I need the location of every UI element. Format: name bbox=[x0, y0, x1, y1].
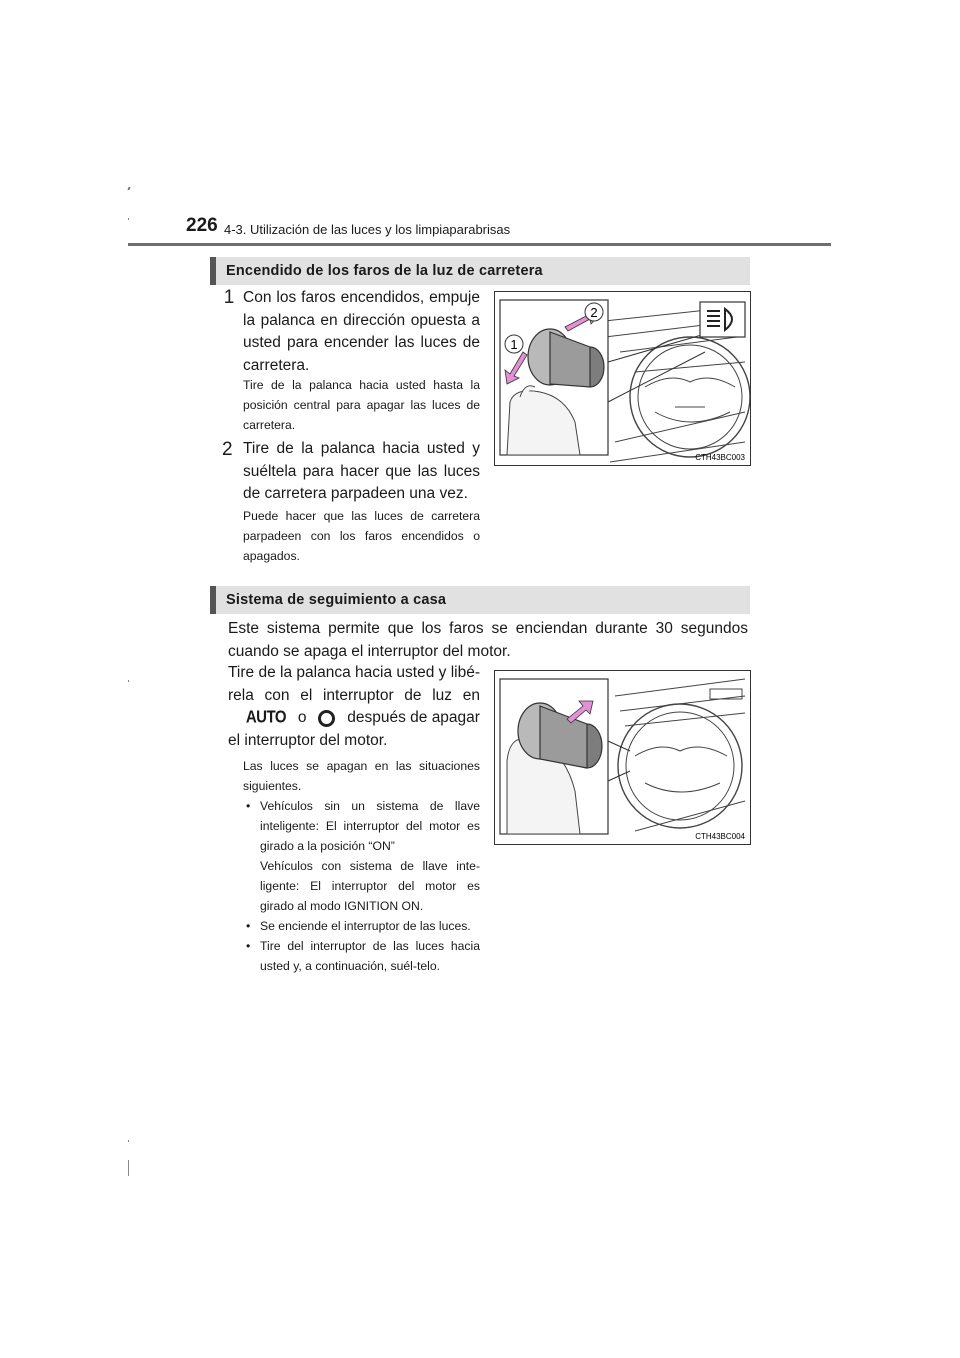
list-item: • Tire del interruptor de las luces hacia usted y, a continuación, suél-telo. bbox=[246, 939, 480, 973]
figure-high-beam-lever bbox=[494, 291, 751, 466]
margin-mark-top bbox=[127, 187, 130, 190]
auto-icon: AUTO bbox=[245, 708, 287, 728]
section-title-follow-me-home: Sistema de seguimiento a casa bbox=[210, 586, 750, 614]
figure-1-code: CTH43BC003 bbox=[695, 453, 745, 462]
instruction-after-text: después de apagar bbox=[347, 709, 480, 727]
margin-tick-1 bbox=[128, 218, 129, 220]
step-1-number: 1 bbox=[223, 287, 235, 308]
section-2-note: Las luces se apagan en las situaciones siguientes. bbox=[243, 759, 480, 793]
section-title-high-beam: Encendido de los faros de la luz de carretera bbox=[210, 257, 750, 285]
header-rule bbox=[128, 243, 831, 246]
step-2-text: Tire de la palanca hacia usted y suéltela para hacer que las luces de carretera parpadeen una vez. bbox=[243, 440, 480, 503]
margin-tick-3 bbox=[128, 1140, 129, 1142]
headlight-on-icon bbox=[318, 710, 335, 727]
connector-text: o bbox=[297, 709, 307, 727]
figure-2-code: CTH43BC004 bbox=[695, 832, 745, 841]
margin-bar-bottom bbox=[128, 1160, 129, 1176]
step-1-marker bbox=[222, 288, 236, 306]
section-2-intro: Este sistema permite que los faros se enciendan durante 30 segundos cuando se apaga el interruptor del motor. bbox=[228, 620, 748, 660]
list-item: • Vehículos sin un sistema de llave inteligente: El interruptor del motor es girado a la posición “ON” Vehículos con sistema de llave inte-ligente: El interruptor del motor es girado al modo IGNITION ON. bbox=[246, 799, 480, 913]
breadcrumb: 4-3. Utilización de las luces y los limpiaparabrisas bbox=[224, 222, 511, 237]
step-1-note: Tire de la palanca hacia usted hasta la posición central para apagar las luces de carretera. bbox=[243, 378, 480, 432]
figure-follow-me-home-lever bbox=[494, 670, 751, 845]
page-number: 226 bbox=[186, 215, 218, 236]
instruction-line-1: Tire de la palanca hacia usted y libé- bbox=[228, 664, 480, 681]
watermark-logo bbox=[570, 1310, 840, 1344]
step-1-text: Con los faros encendidos, empuje la palanca en dirección opuesta a usted para encender las luces de carretera. bbox=[243, 289, 480, 375]
callout-2: 2 bbox=[590, 305, 598, 320]
instruction-line-2: rela con el interruptor de luz en bbox=[228, 686, 480, 704]
instruction-line-4: el interruptor del motor. bbox=[228, 732, 388, 750]
lever-illustration bbox=[495, 292, 750, 465]
section-2-instruction bbox=[228, 662, 480, 753]
list-item: • Se enciende el interruptor de las luces. bbox=[246, 919, 471, 933]
conditions-list bbox=[243, 796, 480, 976]
step-2-number: 2 bbox=[222, 439, 233, 460]
step-2-marker bbox=[222, 440, 233, 459]
site-watermark bbox=[570, 1310, 840, 1351]
instruction-line-3 bbox=[228, 707, 480, 730]
step-2-note: Puede hacer que las luces de carretera parpadeen con los faros encendidos o apagados. bbox=[243, 509, 480, 563]
lever-pull-illustration bbox=[495, 671, 750, 844]
callout-1: 1 bbox=[510, 337, 518, 352]
margin-tick-2 bbox=[128, 680, 129, 682]
